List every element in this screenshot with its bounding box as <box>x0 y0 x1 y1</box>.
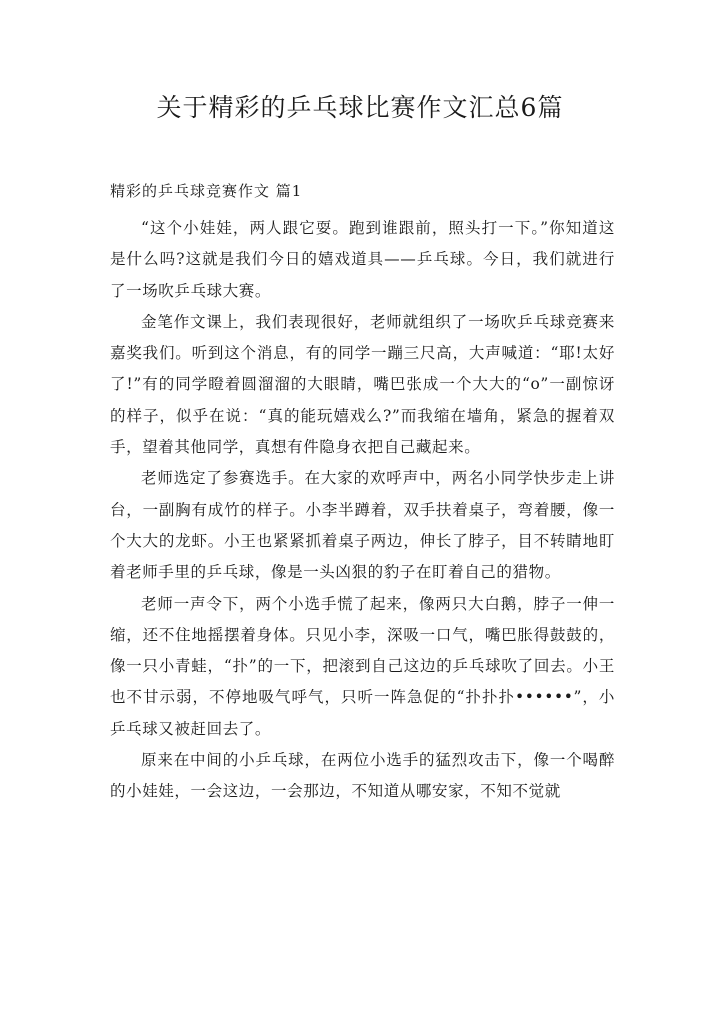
document-title: 关于精彩的乒乓球比赛作文汇总6篇 <box>156 93 564 122</box>
paragraph: 原来在中间的小乒乓球，在两位小选手的猛烈攻击下，像一个喝醉的小娃娃，一会这边，一会那边，不知道从哪安家，不知不觉就 <box>110 751 615 801</box>
article-body <box>110 213 615 808</box>
paragraph: 老师选定了参赛选手。在大家的欢呼声中，两名小同学快步走上讲台，一副胸有成竹的样子。小李半蹲着，双手扶着桌子，弯着腰，像一个大大的龙虾。小王也紧紧抓着桌子两边，伸长了脖子，目不转睛地盯着老师手里的乒乓球，像是一头凶狠的豹子在盯着自己的猎物。 <box>110 469 615 582</box>
section-heading: 精彩的乒乓球竞赛作文 篇1 <box>110 182 303 200</box>
paragraph: 金笔作文课上，我们表现很好，老师就组织了一场吹乒乓球竞赛来嘉奖我们。听到这个消息，有的同学一蹦三尺高，大声喊道：“耶!太好了!”有的同学瞪着圆溜溜的大眼睛，嘴巴张成一个大大的“o”一副惊讶的样子，似乎在说：“真的能玩嬉戏么?”而我缩在墙角，紧急的握着双手，望着其他同学，真想有件隐身衣把自己藏起来。 <box>110 312 615 457</box>
paragraph: “这个小娃娃，两人跟它耍。跑到谁跟前，照头打一下。”你知道这是什么吗?这就是我们今日的嬉戏道具——乒乓球。今日，我们就进行了一场吹乒乓球大赛。 <box>110 219 615 300</box>
paragraph: 老师一声令下，两个小选手慌了起来，像两只大白鹅，脖子一伸一缩，还不住地摇摆着身体。只见小李，深吸一口气，嘴巴胀得鼓鼓的，像一只小青蛙，“扑”的一下，把滚到自己这边的乒乓球吹了回去。小王也不甘示弱，不停地吸气呼气，只听一阵急促的“扑扑扑••••••”，小乒乓球又被赶回去了。 <box>110 594 615 738</box>
